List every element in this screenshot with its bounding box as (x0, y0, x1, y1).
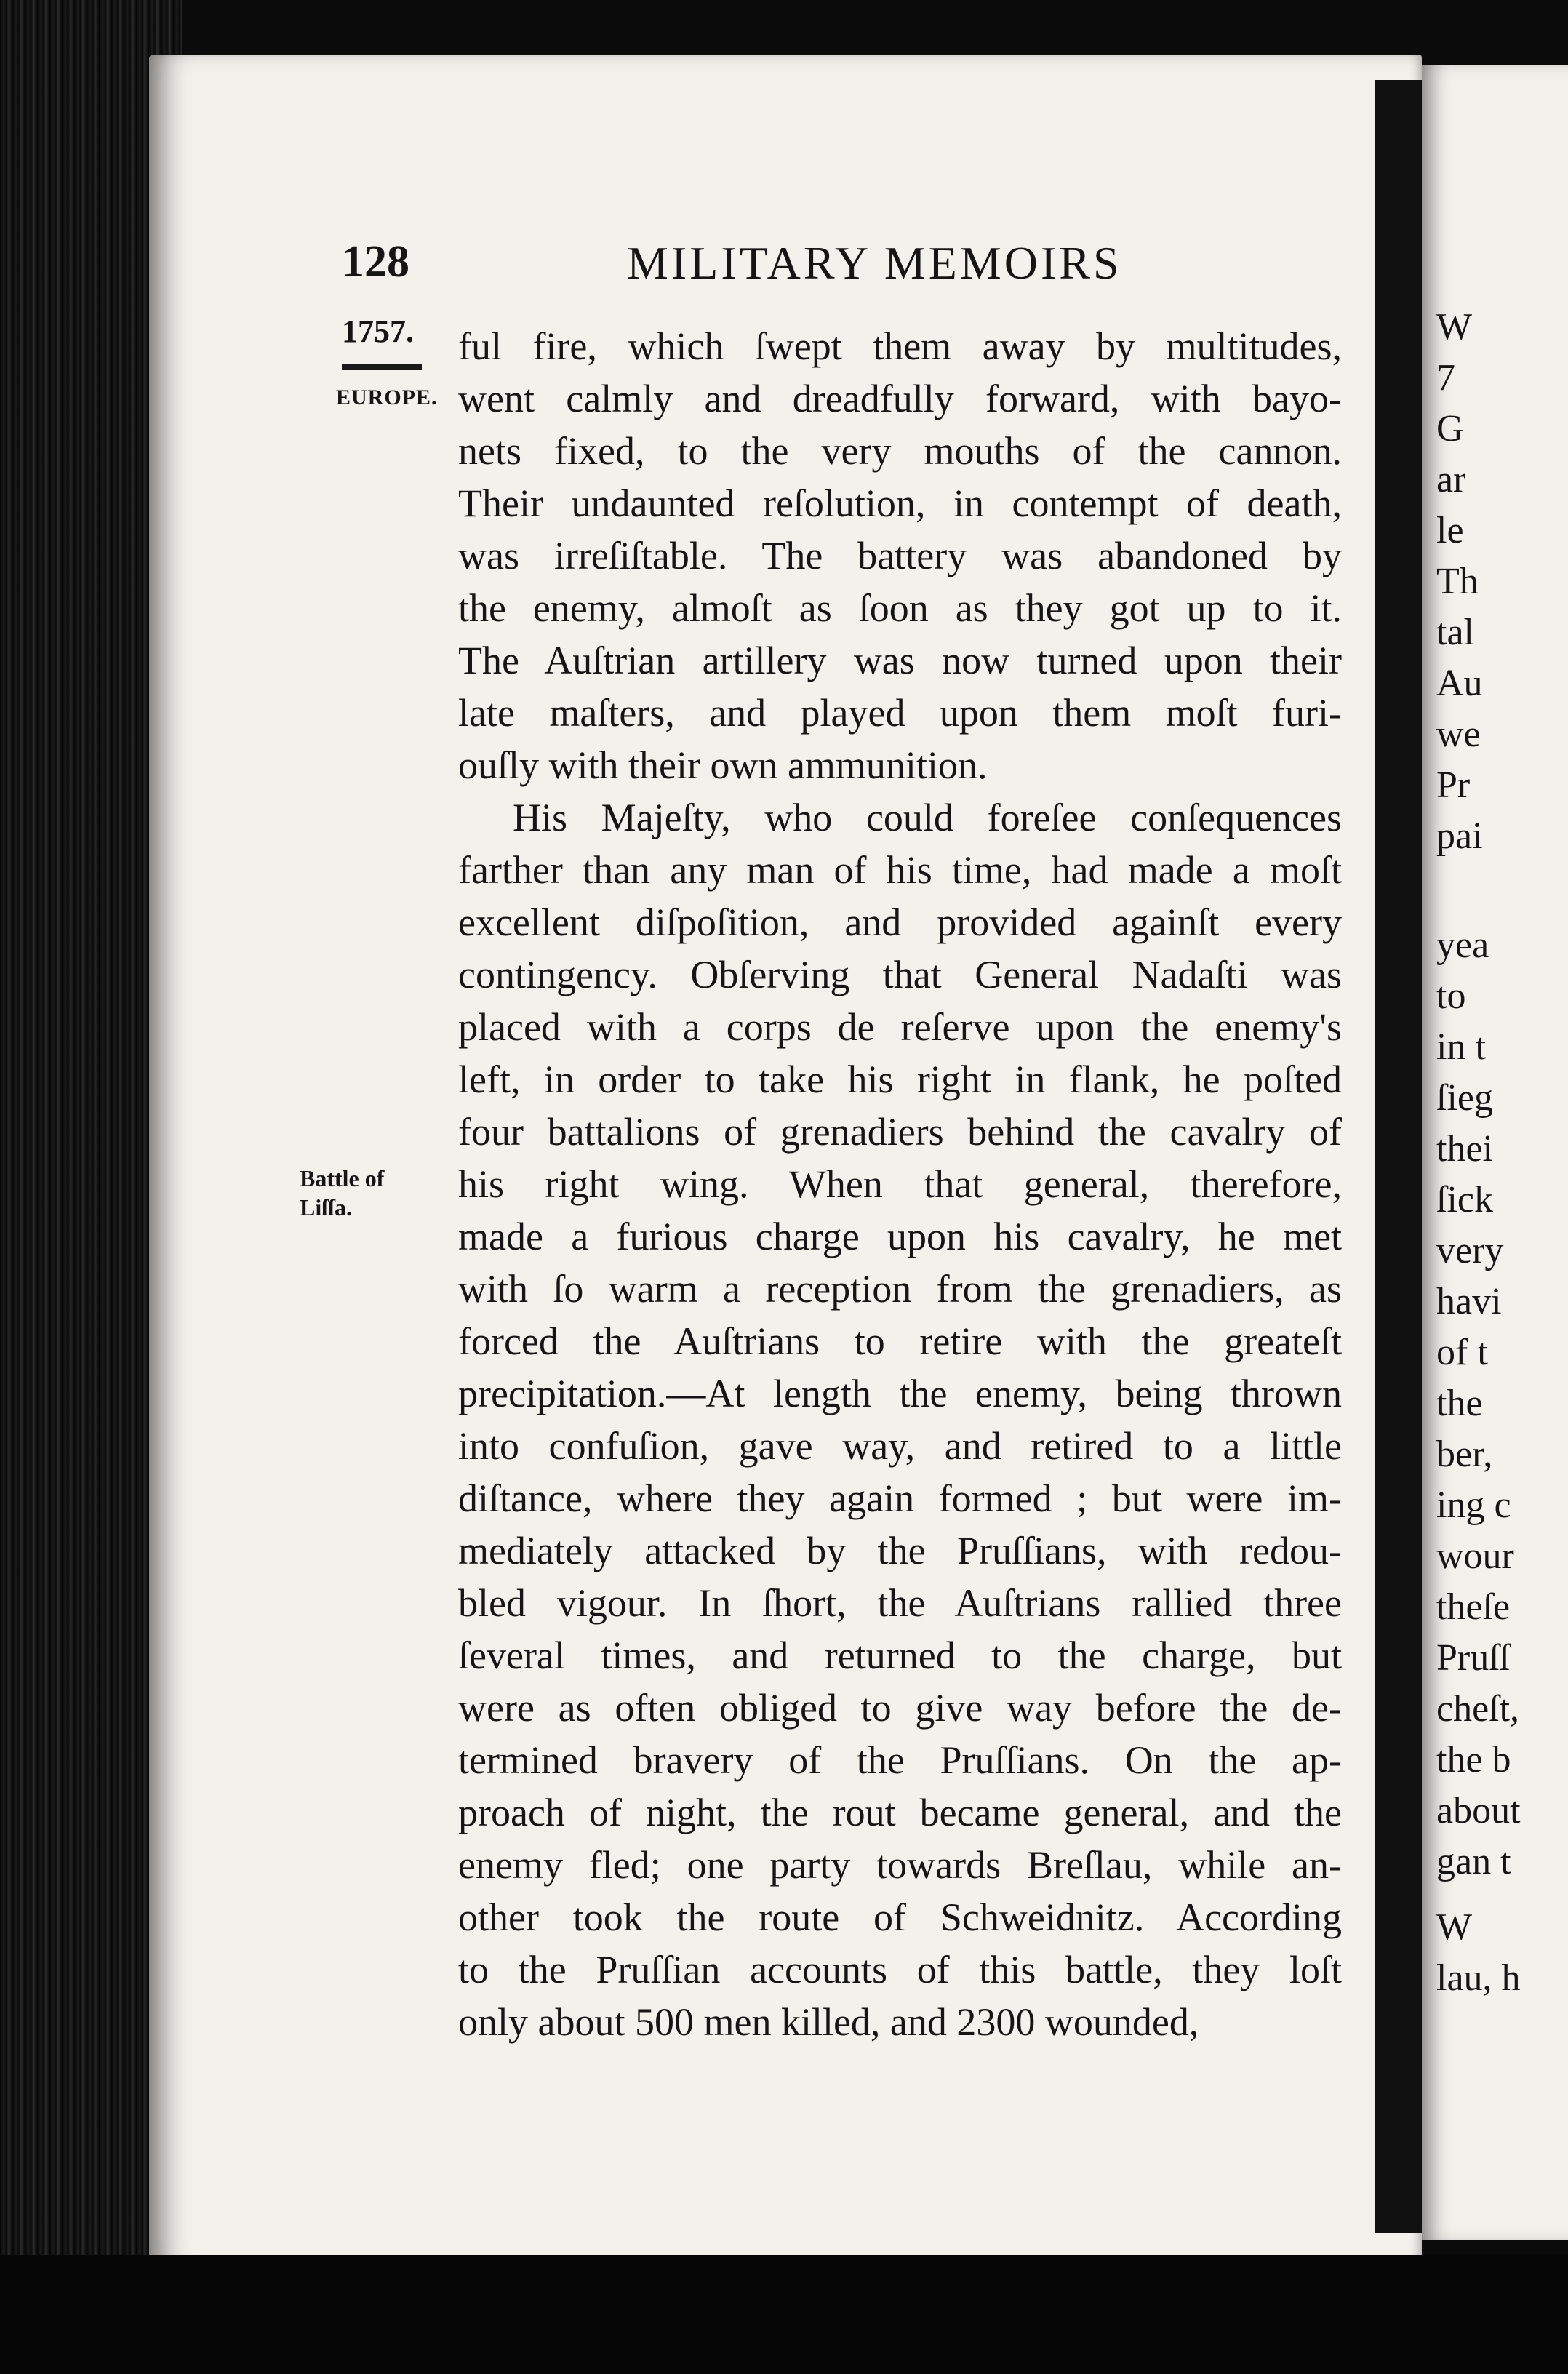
facing-page-fragment: havi (1436, 1281, 1502, 1322)
text-line: placed with a corps de reſerve upon the enemy's (458, 1005, 1342, 1049)
facing-page-fragment: the (1436, 1383, 1483, 1424)
facing-page-fragment: ar (1436, 459, 1466, 500)
scan-background (0, 2255, 1568, 2374)
text-line: precipitation.—At length the enemy, being thrown (458, 1372, 1342, 1415)
facing-page-fragment: in t (1436, 1026, 1486, 1068)
text-line: only about 500 men killed, and 2300 wounded, (458, 2000, 1199, 2044)
margin-note-battle (300, 1164, 384, 1222)
facing-page (1422, 65, 1568, 2240)
text-line: Their undaunted reſolution, in contempt of death, (458, 481, 1342, 525)
facing-page-fragment: W (1436, 1906, 1473, 1948)
facing-page-fragment: le (1436, 510, 1464, 551)
text-line: ſeveral times, and returned to the charge, but (458, 1634, 1342, 1677)
facing-page-fragment: G (1436, 408, 1464, 449)
facing-page-fragment: of t (1436, 1332, 1488, 1373)
text-line: mediately attacked by the Pruſſians, with redou- (458, 1529, 1342, 1572)
facing-page-fragment: the b (1436, 1739, 1511, 1780)
text-line: enemy fled; one party towards Breſlau, while an- (458, 1843, 1342, 1887)
text-line: was irreſiſtable. The battery was abandoned by (458, 534, 1342, 577)
facing-page-fragment: ber, (1436, 1434, 1493, 1475)
text-line: nets fixed, to the very mouths of the cannon. (458, 429, 1342, 473)
facing-page-fragment: theſe (1436, 1586, 1511, 1628)
text-line: were as often obliged to give way before the de- (458, 1686, 1342, 1730)
facing-page-fragment: ſieg (1436, 1077, 1493, 1119)
margin-note-line: Liſſa. (300, 1194, 353, 1220)
text-line: other took the route of Schweidnitz. According (458, 1895, 1342, 1939)
text-line: diſtance, where they again formed ; but were im- (458, 1476, 1342, 1520)
page-gutter (1375, 80, 1425, 2233)
text-line: forced the Auſtrians to retire with the greateſt (458, 1319, 1342, 1363)
facing-page-fragment: Pruſſ (1436, 1637, 1511, 1679)
facing-page-fragment: yea (1436, 924, 1489, 966)
facing-page-fragment: to (1436, 975, 1466, 1017)
text-line: bled vigour. In ſhort, the Auſtrians rallied three (458, 1581, 1342, 1625)
text-line: termined bravery of the Pruſſians. On the ap- (458, 1738, 1342, 1782)
text-line: his right wing. When that general, therefore, (458, 1162, 1342, 1206)
facing-page-fragment: we (1436, 714, 1481, 755)
facing-page-fragment: cheſt, (1436, 1688, 1520, 1730)
text-line: farther than any man of his time, had made a moſt (458, 848, 1342, 892)
text-line: with ſo warm a reception from the grenadiers, as (458, 1267, 1342, 1311)
text-line: ouſly with their own ammunition. (458, 743, 988, 787)
facing-page-fragment: ing c (1436, 1484, 1511, 1526)
facing-page-fragment: ſick (1436, 1179, 1493, 1220)
text-line: went calmly and dreadfully forward, with bayo- (458, 377, 1342, 420)
text-line: to the Pruſſian accounts of this battle, they loſt (458, 1948, 1342, 1991)
text-line: contingency. Obſerving that General Nadaſti was (458, 953, 1342, 996)
body-text (458, 320, 1342, 2048)
facing-page-fragment: very (1436, 1230, 1504, 1271)
text-line: the enemy, almoſt as ſoon as they got up to it. (458, 586, 1342, 630)
facing-page-fragment: 7 (1436, 357, 1455, 399)
facing-page-fragment: thei (1436, 1128, 1493, 1170)
facing-page-fragment: pai (1436, 815, 1483, 857)
facing-page-fragment: W (1436, 306, 1473, 348)
running-head: MILITARY MEMOIRS (627, 237, 1122, 289)
text-line: The Auſtrian artillery was now turned upon their (458, 639, 1342, 682)
text-line: into confuſion, gave way, and retired to a little (458, 1424, 1342, 1468)
facing-page-fragment: Au (1436, 663, 1483, 704)
facing-page-fragment: about (1436, 1790, 1521, 1831)
facing-page-fragment: gan t (1436, 1841, 1511, 1882)
facing-page-fragment: Th (1436, 561, 1479, 602)
facing-page-fragment: wour (1436, 1535, 1514, 1577)
page-header (342, 236, 1418, 302)
facing-page-fragment: tal (1436, 612, 1474, 653)
page-number: 128 (342, 237, 409, 287)
text-line: ful fire, which ſwept them away by multitudes, (458, 324, 1342, 368)
text-line: late maſters, and played upon them moſt furi- (458, 691, 1342, 735)
text-line: proach of night, the rout became general, and the (458, 1791, 1342, 1834)
margin-year: 1757. (342, 313, 414, 349)
text-line: His Majeſty, who could foreſee conſequences (513, 796, 1342, 839)
facing-page-fragment: lau, h (1436, 1957, 1521, 1999)
text-line: left, in order to take his right in flank, he poſted (458, 1058, 1342, 1101)
facing-page-fragment: Pr (1436, 764, 1471, 806)
text-line: excellent diſpoſition, and provided againſt every (458, 900, 1342, 944)
margin-note-line: Battle of (300, 1165, 385, 1191)
text-line: made a furious charge upon his cavalry, he met (458, 1215, 1342, 1258)
margin-region: EUROPE. (336, 385, 438, 409)
text-line: four battalions of grenadiers behind the cavalry of (458, 1110, 1342, 1154)
margin-rule (342, 364, 422, 370)
